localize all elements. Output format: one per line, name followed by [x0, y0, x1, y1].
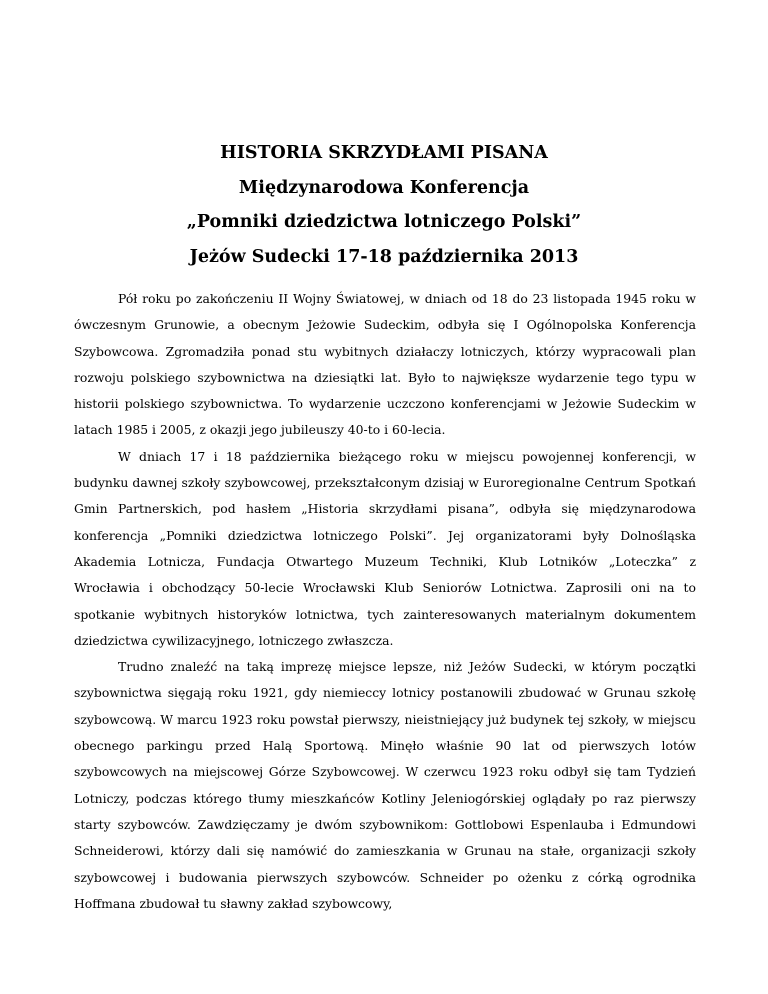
document-header	[0, 136, 768, 274]
place-and-date: Jeżów Sudecki 17-18 października 2013	[189, 246, 579, 267]
paragraph: Trudno znaleźć na taką imprezę miejsce lepsze, niż Jeżów Sudecki, w którym początki szybownictwa sięgają roku 1921, gdy niemieccy lotnicy postanowili zbudować w Grunau szkołę szybowcową. W marcu 1923 roku powstał pierwszy, nieistniejący już budynek tej szkoły, w miejscu obecnego parkingu przed Halą Sportową. Minęło właśnie 90 lat od pierwszych lotów szybowcowych na miejscowej Górze Szybowcowej. W czerwcu 1923 roku odbył się tam Tydzień Lotniczy, podczas którego tłumy mieszkańców Kotliny Jeleniogórskiej oglądały po raz pierwszy starty szybowców. Zawdzięczamy je dwóm szybownikom: Gottlobowi Espenlauba i Edmundowi Schneiderowi, którzy dali się namówić do zamieszkania w Grunau na stałe, organizacji szkoły szybowcowej i budowania pierwszych szybowców. Schneider po ożenku z córką ogrodnika Hoffmana zbudował tu sławny zakład szybowcowy,	[74, 659, 696, 911]
paragraph: Pół roku po zakończeniu II Wojny Światowej, w dniach od 18 do 23 listopada 1945 roku w ówczesnym Grunowie, a obecnym Jeżowie Sudeckim, odbyła się I Ogólnopolska Konferencja Szybowcowa. Zgromadziła ponad stu wybitnych działaczy lotniczych, którzy wypracowali plan rozwoju polskiego szybownictwa na dziesiątki lat. Było to największe wydarzenie tego typu w historii polskiego szybownictwa. To wydarzenie uczczono konferencjami w Jeżowie Sudeckim w latach 1985 i 2005, z okazji jego jubileuszy 40-to i 60-lecia.	[74, 291, 696, 438]
main-title: HISTORIA SKRZYDŁAMI PISANA	[220, 143, 548, 163]
conference-name: „Pomniki dziedzictwa lotniczego Polski”	[186, 212, 582, 232]
document-body	[74, 286, 696, 917]
paragraph: W dniach 17 i 18 października bieżącego roku w miejscu powojennej konferencji, w budynku dawnej szkoły szybowcowej, przekształconym dzisiaj w Euroregionalne Centrum Spotkań Gmin Partnerskich, pod hasłem „Historia skrzydłami pisana”, odbyła się międzynarodowa konferencja „Pomniki dziedzictwa lotniczego Polski”. Jej organizatorami były Dolnośląska Akademia Lotnicza, Fundacja Otwartego Muzeum Techniki, Klub Lotników „Loteczka” z Wrocławia i obchodzący 50-lecie Wrocławski Klub Seniorów Lotnictwa. Zaprosili oni na to spotkanie wybitnych historyków lotnictwa, tych zainteresowanych materialnym dokumentem dziedzictwa cywilizacyjnego, lotniczego zwłaszcza.	[74, 448, 696, 648]
subtitle: Międzynarodowa Konferencja	[238, 177, 530, 198]
